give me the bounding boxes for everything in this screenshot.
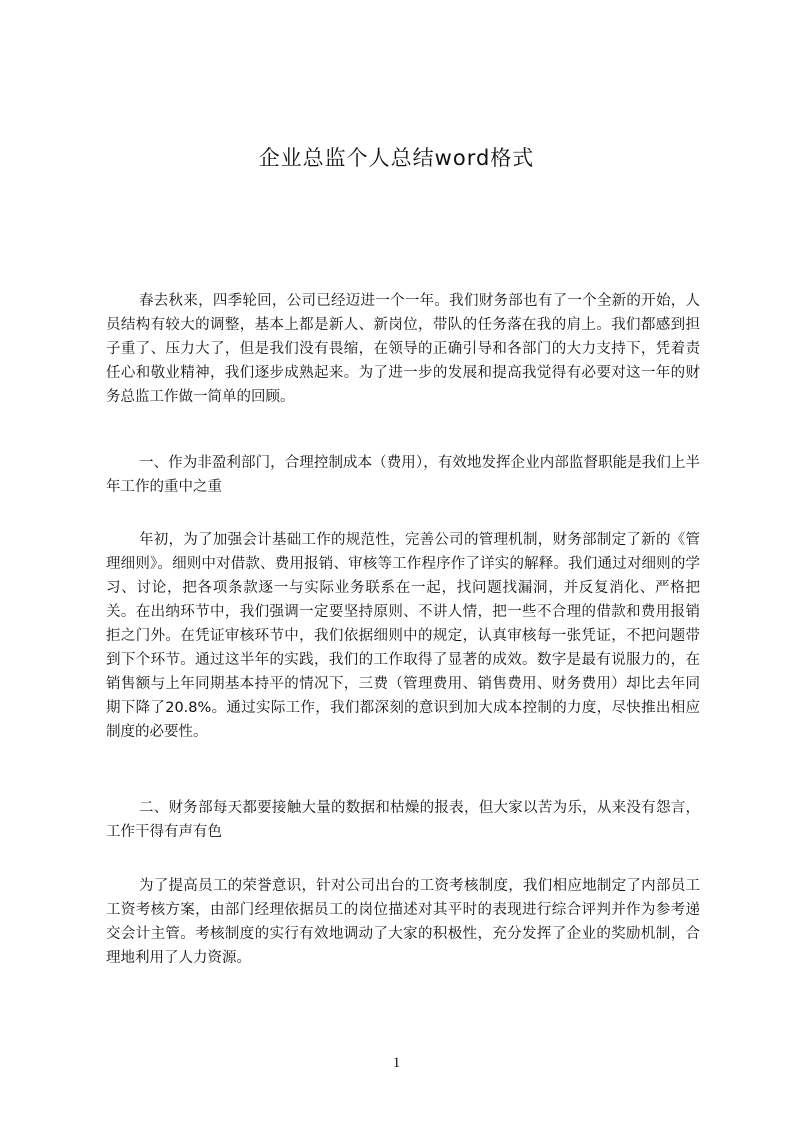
document-title: 企业总监个人总结word格式 (258, 146, 535, 170)
paragraph-salary-assessment: 为了提高员工的荣誉意识，针对公司出台的工资考核制度，我们相应地制定了内部员工工资考核方案，由部门经理依据员工的岗位描述对其平时的表现进行综合评判并作为参考递交会计主管。考核制度的实行有效地调动了大家的积极性，充分发挥了企业的奖励机制，合理地利用了人力资源。 (106, 878, 700, 966)
paragraph-intro: 春去秋来，四季轮回，公司已经迈进一个一年。我们财务部也有了一个全新的开始，人员结构有较大的调整，基本上都是新人、新岗位，带队的任务落在我的肩上。我们都感到担子重了、压力大了，但是我们没有畏缩，在领导的正确引导和各部门的大力支持下，凭着责任心和敬业精神，我们逐步成熟起来。为了进一步的发展和提高我觉得有必要对这一年的财务总监工作做一简单的回顾。 (106, 293, 700, 405)
section-heading-2: 二、财务部每天都要接触大量的数据和枯燥的报表，但大家以苦为乐，从来没有怨言，工作干得有声有色 (106, 800, 700, 840)
page-number: 1 (392, 1055, 401, 1071)
paragraph-cost-control: 年初，为了加强会计基础工作的规范性，完善公司的管理机制，财务部制定了新的《管理细则》。细则中对借款、费用报销、审核等工作程序作了详实的解释。我们通过对细则的学习、讨论，把各项条款逐一与实际业务联系在一起，找问题找漏洞，并反复消化、严格把关。在出纳环节中，我们强调一定要坚持原则、不讲人情，把一些不合理的借款和费用报销拒之门外。在凭证审核环节中，我们依据细则中的规定，认真审核每一张凭证，不把问题带到下个环节。通过这半年的实践，我们的工作取得了显著的成效。数字是最有说服力的，在销售额与上年同期基本持平的情况下，三费（管理费用、销售费用、财务费用）却比去年同期下降了20.8%。通过实际工作，我们都深刻的意识到加大成本控制的力度，尽快推出相应制度的必要性。 (106, 532, 700, 740)
section-heading-1: 一、作为非盈利部门，合理控制成本（费用），有效地发挥企业内部监督职能是我们上半年工作的重中之重 (106, 455, 700, 495)
